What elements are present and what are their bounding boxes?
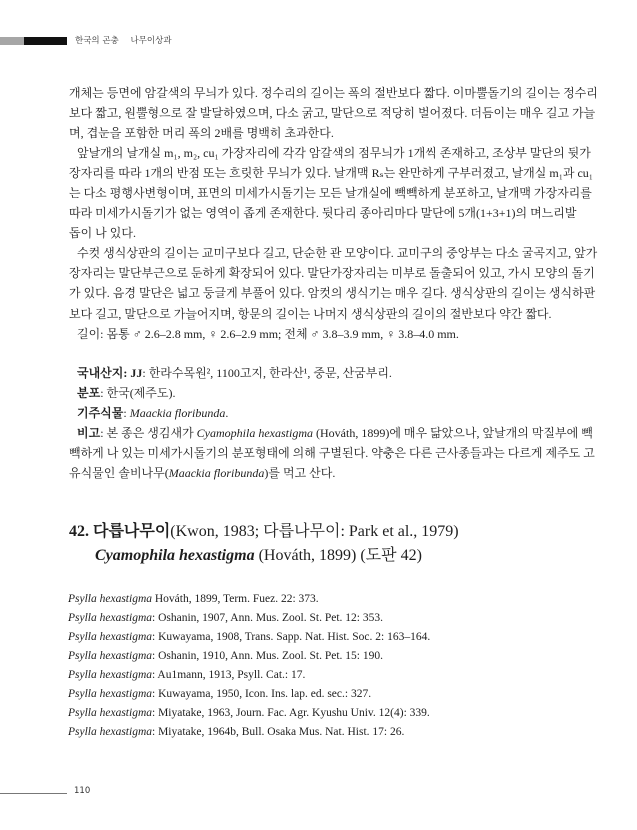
species-number: 42. — [69, 523, 89, 540]
description-line: 개체는 등면에 암갈색의 무늬가 있다. 정수리의 길이는 폭의 절반보다 짧다. 이마뿔돌기의 길이는 정수리 — [69, 86, 598, 100]
locality-region: JJ — [130, 366, 143, 380]
synonym-name: Psylla hexastigma — [68, 707, 152, 719]
remarks-text: : 본 종은 생김새가 — [100, 426, 197, 440]
species-scientific-name: Cyamophila hexastigma — [95, 547, 255, 564]
remarks-line: 빽하게 나 있는 미세가시돌기의 분포형태에 의해 구별된다. 약충은 다른 근사종들과는 다르게 제주도 고 — [69, 446, 595, 460]
running-header — [75, 34, 181, 46]
host-plant-line — [77, 405, 557, 421]
description-line: 따라 미세가시돌기가 없는 영역이 좁게 존재한다. 뒷다리 종아리마다 말단에 5개(1+3+1)의 며느리발 — [69, 206, 577, 220]
description-line: 가 있다. 음경 말단은 넓고 둥글게 부풀어 있다. 암컷의 생식기는 매우 길다. 생식상판의 길이는 생식하판 — [69, 286, 596, 300]
header-black-bar — [24, 37, 67, 45]
species-korean-name: 다릅나무이 — [93, 523, 171, 540]
synonym-name: Psylla hexastigma — [68, 593, 152, 605]
description-line: 돕이 나 있다. — [69, 226, 136, 240]
remarks-text: )를 먹고 산다. — [264, 466, 336, 480]
synonym-name: Psylla hexastigma — [68, 669, 152, 681]
synonym-entry — [68, 667, 305, 683]
description-line: 장자리를 따라 1개의 반점 또는 흐릿한 무늬가 있다. 날개맥 Rₛ는 완만하게 구부러졌고, 날개실 m₁과 cu₁ — [69, 166, 593, 180]
description-line: 는 다소 평행사변형이며, 표면의 미세가시돌기는 모든 날개실에 빽빽하게 분포하고, 날개맥 가장자리를 — [69, 186, 592, 200]
description-line: 며, 겹눈을 포함한 머리 폭의 2배를 명백히 초과한다. — [69, 126, 334, 140]
header-gray-bar — [0, 37, 24, 45]
host-separator: : — [123, 406, 130, 420]
distribution-text: : 한국(제주도). — [100, 386, 176, 400]
page-number: 110 — [74, 786, 91, 796]
locality-line: 국내산지: JJ: 한라수목원², 1100고지, 한라산¹, 중문, 산굼부리. — [77, 366, 392, 380]
remarks-species: Maackia floribunda — [168, 466, 265, 480]
host-label: 기주식물 — [77, 406, 124, 420]
footer-rule — [0, 793, 67, 794]
distribution-line — [77, 385, 557, 401]
synonym-citation: : Miyatake, 1964b, Bull. Osaka Mus. Nat. Hist. 17: 26. — [152, 726, 405, 738]
remarks-line — [77, 425, 593, 441]
synonym-entry — [68, 686, 371, 702]
synonym-entry — [68, 610, 383, 626]
description-line: 보다 길고, 말단으로 가늘어지며, 항문의 길이는 나머지 생식상판의 길이의 절반보다 약간 짧다. — [69, 307, 552, 321]
remarks-label: 비고 — [77, 426, 101, 440]
synonym-citation: : Miyatake, 1963, Journ. Fac. Agr. Kyushu Univ. 12(4): 339. — [152, 707, 430, 719]
description-line: 수컷 생식상판의 길이는 교미구보다 길고, 단순한 관 모양이다. 교미구의 중앙부는 다소 굴곡지고, 앞가 — [77, 246, 598, 260]
synonym-name: Psylla hexastigma — [68, 612, 152, 624]
locality-label: 국내산지 — [77, 366, 124, 380]
synonym-citation: Hováth, 1899, Term. Fuez. 22: 373. — [152, 593, 319, 605]
synonym-citation: : Kuwayama, 1950, Icon. Ins. lap. ed. sec.: 327. — [152, 688, 372, 700]
synonym-citation: : Kuwayama, 1908, Trans. Sapp. Nat. Hist. Soc. 2: 163–164. — [152, 631, 431, 643]
synonym-entry — [68, 648, 383, 664]
synonym-entry — [68, 629, 430, 645]
synonym-entry — [68, 724, 404, 740]
synonym-entry — [68, 591, 319, 607]
species-scientific-heading — [95, 546, 422, 566]
section-title: 나무이상과 — [130, 36, 172, 46]
host-species: Maackia floribunda — [129, 406, 226, 420]
description-line: 보다 짧고, 원뿔형으로 잘 발달하였으며, 다소 굵고, 말단으로 적당히 벌어졌다. 더듬이는 매우 길고 가늘 — [69, 106, 596, 120]
synonym-name: Psylla hexastigma — [68, 631, 152, 643]
locality-text: : 한라수목원², 1100고지, 한라산¹, 중문, 산굼부리. — [142, 366, 392, 380]
synonym-citation: : Oshanin, 1907, Ann. Mus. Zool. St. Pet. 12: 353. — [152, 612, 383, 624]
body-length-line: 길이: 몸통 ♂ 2.6–2.8 mm, ♀ 2.6–2.9 mm; 전체 ♂ 3.8–3.9 mm, ♀ 3.8–4.0 mm. — [77, 327, 459, 341]
species-heading — [69, 522, 459, 542]
description-line: 앞날개의 날개실 m₁, m₂, cu₁ 가장자리에 각각 암갈색의 점무늬가 1개씩 존재하고, 조상부 말단의 뒷가 — [77, 146, 591, 160]
remarks-text: 유식물인 솔비나무( — [69, 466, 169, 480]
synonym-citation: : Au1mann, 1913, Psyll. Cat.: 17. — [152, 669, 306, 681]
synonym-name: Psylla hexastigma — [68, 650, 152, 662]
description-line: 장자리는 말단부근으로 둔하게 확장되어 있다. 말단가장자리는 미부로 돌출되어 있고, 가시 모양의 돌기 — [69, 266, 595, 280]
remarks-species: Cyamophila hexastigma — [196, 426, 313, 440]
synonym-entry — [68, 705, 430, 721]
host-end: . — [225, 406, 229, 420]
species-author: (Hováth, 1899) (도판 42) — [254, 547, 422, 564]
remarks-text: (Hováth, 1899)에 매우 닮았으나, 앞날개의 막질부에 빽 — [313, 426, 593, 440]
remarks-line — [69, 465, 557, 481]
species-korean-citation: (Kwon, 1983; 다릅나무이: Park et al., 1979) — [170, 523, 459, 540]
distribution-label: 분포 — [77, 386, 101, 400]
synonym-name: Psylla hexastigma — [68, 726, 152, 738]
synonym-citation: : Oshanin, 1910, Ann. Mus. Zool. St. Pet. 15: 190. — [152, 650, 383, 662]
synonym-name: Psylla hexastigma — [68, 688, 152, 700]
book-title: 한국의 곤충 — [75, 36, 119, 46]
